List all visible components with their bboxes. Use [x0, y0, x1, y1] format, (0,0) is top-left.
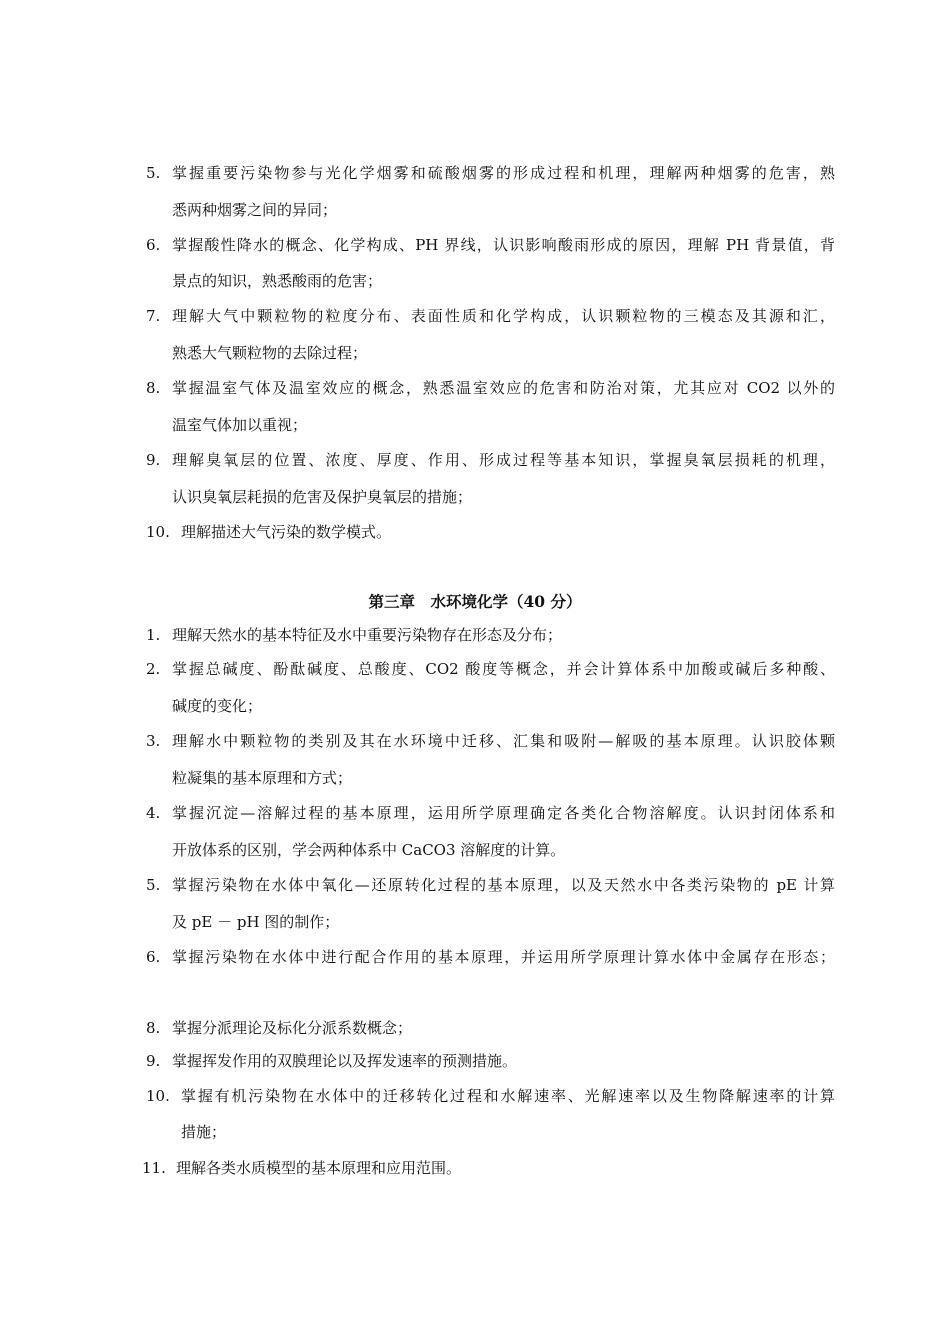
item-text-line: 及 pE － pH 图的制作；	[172, 913, 340, 931]
item-text-line: 熟悉大气颗粒物的去除过程；	[172, 344, 368, 362]
item-text-line: 悉两种烟雾之间的异同；	[172, 201, 338, 219]
item-number: 6.	[146, 236, 161, 254]
item-text-line: 掌握污染物在水体中氧化—还原转化过程的基本原理，以及天然水中各类污染物的 pE 计算	[172, 876, 835, 894]
item-number: 3.	[146, 732, 161, 750]
item-text-line: 掌握沉淀—溶解过程的基本原理，运用所学原理确定各类化合物溶解度。认识封闭体系和	[172, 804, 835, 822]
item-text-line: 掌握重要污染物参与光化学烟雾和硫酸烟雾的形成过程和机理，理解两种烟雾的危害，熟	[172, 164, 835, 182]
item-text-line: 粒凝集的基本原理和方式；	[172, 769, 353, 787]
item-text-line: 理解天然水的基本特征及水中重要污染物存在形态及分布；	[172, 626, 563, 644]
item-number: 2.	[146, 660, 161, 678]
item-number: 5.	[146, 164, 161, 182]
item-number: 10.	[146, 1087, 170, 1105]
item-text-line: 开放体系的区别，学会两种体系中 CaCO3 溶解度的计算。	[172, 841, 566, 859]
item-text-line: 理解臭氧层的位置、浓度、厚度、作用、形成过程等基本知识，掌握臭氧层损耗的机理，	[172, 451, 835, 469]
item-text-line: 碱度的变化；	[172, 697, 263, 715]
item-text-line: 措施；	[181, 1123, 227, 1141]
item-number: 8.	[146, 379, 161, 397]
chapter-title: 第三章 水环境化学（40 分）	[368, 592, 582, 611]
item-text-line: 掌握温室气体及温室效应的概念，熟悉温室效应的危害和防治对策，尤其应对 CO2 以外的	[172, 379, 835, 397]
item-text-line: 景点的知识，熟悉酸雨的危害；	[172, 272, 383, 290]
item-text-line: 温室气体加以重视；	[172, 416, 308, 434]
item-number: 4.	[146, 804, 161, 822]
item-number: 1.	[146, 626, 161, 644]
item-number: 5.	[146, 876, 161, 894]
item-text-line: 认识臭氧层耗损的危害及保护臭氧层的措施；	[172, 488, 473, 506]
item-number: 9.	[146, 1052, 161, 1070]
item-text-line: 理解水中颗粒物的类别及其在水环境中迁移、汇集和吸附—解吸的基本原理。认识胶体颗	[172, 732, 835, 750]
item-text-line: 理解描述大气污染的数学模式。	[181, 523, 392, 541]
item-number: 7.	[146, 307, 161, 325]
item-text-line: 掌握有机污染物在水体中的迁移转化过程和水解速率、光解速率以及生物降解速率的计算	[181, 1087, 835, 1105]
item-text-line: 掌握总碱度、酚酞碱度、总酸度、CO2 酸度等概念，并会计算体系中加酸或碱后多种酸、	[172, 660, 835, 678]
item-text-line: 掌握酸性降水的概念、化学构成、PH 界线，认识影响酸雨形成的原因，理解 PH 背景值，背	[172, 236, 835, 254]
item-text-line: 掌握分派理论及标化分派系数概念；	[172, 1019, 413, 1037]
item-number: 10.	[146, 523, 170, 541]
item-text-line: 掌握污染物在水体中进行配合作用的基本原理，并运用所学原理计算水体中金属存在形态；	[172, 948, 835, 966]
item-number: 8.	[146, 1019, 161, 1037]
item-text-line: 理解大气中颗粒物的粒度分布、表面性质和化学构成，认识颗粒物的三模态及其源和汇，	[172, 307, 835, 325]
item-number: 11.	[142, 1159, 166, 1177]
item-text-line: 理解各类水质模型的基本原理和应用范围。	[176, 1159, 462, 1177]
item-text-line: 掌握挥发作用的双膜理论以及挥发速率的预测措施。	[172, 1052, 518, 1070]
item-number: 6.	[146, 948, 161, 966]
item-number: 9.	[146, 451, 161, 469]
